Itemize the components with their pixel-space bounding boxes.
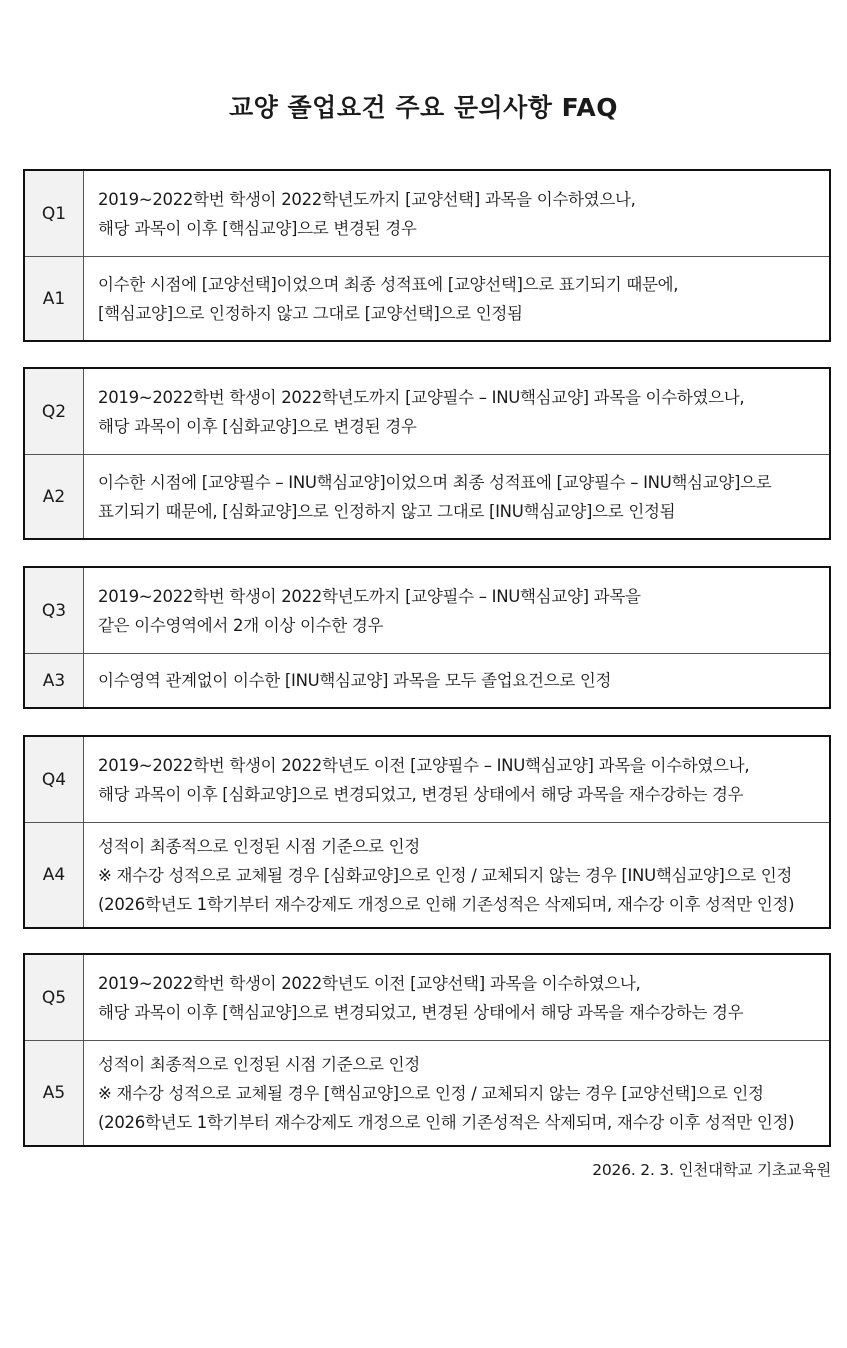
question-text — [84, 737, 829, 822]
question-line: 같은 이수영역에서 2개 이상 이수한 경우 — [98, 615, 384, 635]
answer-line: 표기되기 때문에, [심화교양]으로 인정하지 않고 그대로 [INU핵심교양]으로 인정됨 — [98, 501, 676, 521]
faq-table-3 — [23, 566, 831, 709]
answer-label: A2 — [25, 455, 84, 538]
question-row — [25, 568, 829, 653]
page-title: 교양 졸업요건 주요 문의사항 FAQ — [229, 93, 618, 122]
question-line: 해당 과목이 이후 [핵심교양]으로 변경된 경우 — [98, 218, 417, 238]
answer-line: (2026학년도 1학기부터 재수강제도 개정으로 인해 기존성적은 삭제되며, 재수강 이후 성적만 인정) — [98, 1112, 795, 1132]
question-text — [84, 955, 829, 1040]
footer-date-signature: 2026. 2. 3. 인천대학교 기초교육원 — [592, 1161, 831, 1179]
answer-text — [84, 1041, 829, 1145]
question-line: 2019~2022학번 학생이 2022학년도까지 [교양선택] 과목을 이수하였으나, — [98, 189, 636, 209]
faq-table-4 — [23, 735, 831, 929]
answer-line: ※ 재수강 성적으로 교체될 경우 [핵심교양]으로 인정 / 교체되지 않는 경우 [교양선택]으로 인정 — [98, 1083, 764, 1103]
question-line: 해당 과목이 이후 [핵심교양]으로 변경되었고, 변경된 상태에서 해당 과목을 재수강하는 경우 — [98, 1002, 744, 1022]
answer-text — [84, 823, 829, 927]
answer-line: ※ 재수강 성적으로 교체될 경우 [심화교양]으로 인정 / 교체되지 않는 경우 [INU핵심교양]으로 인정 — [98, 865, 793, 885]
question-line: 2019~2022학번 학생이 2022학년도 이전 [교양필수 – INU핵심교양] 과목을 이수하였으나, — [98, 755, 750, 775]
answer-label: A5 — [25, 1041, 84, 1145]
question-line: 2019~2022학번 학생이 2022학년도까지 [교양필수 – INU핵심교양] 과목을 — [98, 586, 641, 606]
question-row — [25, 955, 829, 1040]
question-row — [25, 369, 829, 454]
faq-table-2 — [23, 367, 831, 540]
question-line: 해당 과목이 이후 [심화교양]으로 변경된 경우 — [98, 416, 417, 436]
answer-row — [25, 1040, 829, 1145]
answer-line: 이수한 시점에 [교양필수 – INU핵심교양]이었으며 최종 성적표에 [교양필수 – INU핵심교양]으로 — [98, 472, 772, 492]
answer-label: A1 — [25, 257, 84, 340]
answer-text — [84, 455, 829, 538]
answer-line: (2026학년도 1학기부터 재수강제도 개정으로 인해 기존성적은 삭제되며, 재수강 이후 성적만 인정) — [98, 894, 795, 914]
question-row — [25, 171, 829, 256]
faq-table-1 — [23, 169, 831, 342]
answer-text — [84, 654, 829, 707]
question-label: Q3 — [25, 568, 84, 653]
answer-row — [25, 653, 829, 707]
answer-line: 성적이 최종적으로 인정된 시점 기준으로 인정 — [98, 1054, 420, 1074]
answer-label: A4 — [25, 823, 84, 927]
answer-row — [25, 454, 829, 538]
question-label: Q1 — [25, 171, 84, 256]
question-line: 2019~2022학번 학생이 2022학년도 이전 [교양선택] 과목을 이수하였으나, — [98, 973, 641, 993]
question-text — [84, 568, 829, 653]
question-row — [25, 737, 829, 822]
answer-row — [25, 822, 829, 927]
question-label: Q5 — [25, 955, 84, 1040]
answer-line: 성적이 최종적으로 인정된 시점 기준으로 인정 — [98, 836, 420, 856]
question-line: 2019~2022학번 학생이 2022학년도까지 [교양필수 – INU핵심교양] 과목을 이수하였으나, — [98, 387, 745, 407]
question-label: Q2 — [25, 369, 84, 454]
answer-label: A3 — [25, 654, 84, 707]
question-line: 해당 과목이 이후 [심화교양]으로 변경되었고, 변경된 상태에서 해당 과목을 재수강하는 경우 — [98, 784, 744, 804]
answer-line: 이수영역 관계없이 이수한 [INU핵심교양] 과목을 모두 졸업요건으로 인정 — [98, 671, 612, 690]
faq-table-5 — [23, 953, 831, 1147]
answer-row — [25, 256, 829, 340]
question-text — [84, 171, 829, 256]
question-label: Q4 — [25, 737, 84, 822]
answer-line: 이수한 시점에 [교양선택]이었으며 최종 성적표에 [교양선택]으로 표기되기 때문에, — [98, 274, 679, 294]
question-text — [84, 369, 829, 454]
answer-text — [84, 257, 829, 340]
answer-line: [핵심교양]으로 인정하지 않고 그대로 [교양선택]으로 인정됨 — [98, 303, 523, 323]
